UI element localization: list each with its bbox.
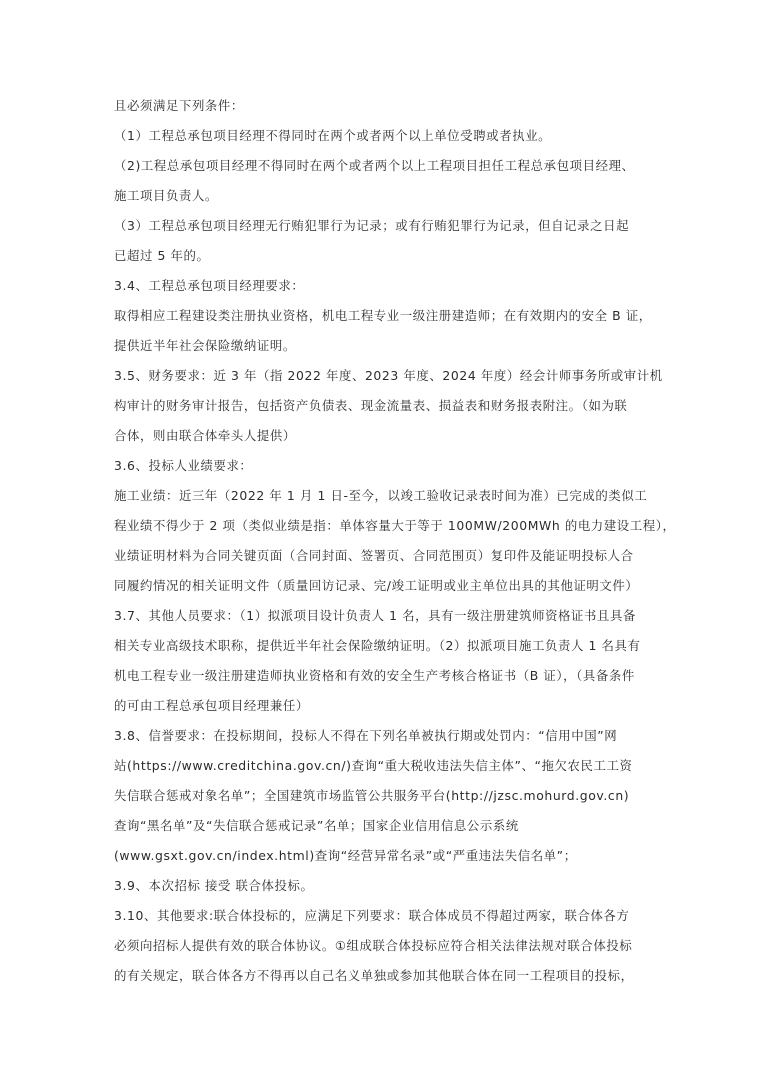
text-line: 同履约情况的相关证明文件（质量回访记录、完/竣工证明或业主单位出具的其他证明文件） bbox=[114, 578, 639, 593]
text-line: 失信联合惩戒对象名单”；全国建筑市场监管公共服务平台(http://jzsc.mohurd.gov.cn) bbox=[114, 788, 630, 803]
text-line: （3）工程总承包项目经理无行贿犯罪行为记录；或有行贿犯罪行为记录，但自记录之日起 bbox=[114, 218, 630, 233]
text-line: 3.5、财务要求：近 3 年（指 2022 年度、2023 年度、2024 年度）经会计师事务所或审计机 bbox=[114, 368, 663, 383]
text-line: 施工业绩：近三年（2022 年 1 月 1 日-至今，以竣工验收记录表时间为准）已完成的类似工 bbox=[114, 488, 648, 503]
text-line: （2)工程总承包项目经理不得同时在两个或者两个以上工程项目担任工程总承包项目经理、 bbox=[114, 158, 635, 173]
text-line: 3.10、其他要求:联合体投标的，应满足下列要求：联合体成员不得超过两家，联合体各方 bbox=[114, 908, 630, 923]
text-line: 已超过 5 年的。 bbox=[114, 248, 210, 263]
text-line: 站(https://www.creditchina.gov.cn/)查询“重大税收违法失信主体”、“拖欠农民工工资 bbox=[114, 758, 633, 773]
text-line: 施工项目负责人。 bbox=[114, 188, 218, 203]
text-line: (www.gsxt.gov.cn/index.html)查询“经营异常名录”或“严重违法失信名单”； bbox=[114, 848, 577, 863]
text-line: 构审计的财务审计报告，包括资产负债表、现金流量表、损益表和财务报表附注。（如为联 bbox=[114, 398, 628, 413]
section-heading: 3.6、投标人业绩要求： bbox=[114, 458, 253, 473]
text-line: 查询“黑名单”及“失信联合惩戒记录”名单；国家企业信用信息公示系统 bbox=[114, 818, 519, 833]
text-line: （1）工程总承包项目经理不得同时在两个或者两个以上单位受聘或者执业。 bbox=[114, 128, 552, 143]
text-line: 机电工程专业一级注册建造师执业资格和有效的安全生产考核合格证书（B 证），（具备条件 bbox=[114, 668, 635, 683]
text-line: 必须向招标人提供有效的联合体协议。①组成联合体投标应符合相关法律法规对联合体投标 bbox=[114, 938, 633, 953]
section-heading: 3.4、工程总承包项目经理要求： bbox=[114, 278, 305, 293]
text-line: 且必须满足下列条件： bbox=[114, 98, 244, 113]
text-line: 的有关规定，联合体各方不得再以自己名义单独或参加其他联合体在同一工程项目的投标， bbox=[114, 968, 634, 983]
text-line: 业绩证明材料为合同关键页面（合同封面、签署页、合同范围页）复印件及能证明投标人合 bbox=[114, 548, 634, 563]
section-heading: 3.9、本次招标 接受 联合体投标。 bbox=[114, 878, 314, 893]
text-line: 相关专业高级技术职称，提供近半年社会保险缴纳证明。（2）拟派项目施工负责人 1 名具有 bbox=[114, 638, 641, 653]
text-line: 程业绩不得少于 2 项（类似业绩是指：单体容量大于等于 100MW/200MWh 的电力建设工程）， bbox=[114, 518, 676, 533]
text-line: 取得相应工程建设类注册执业资格，机电工程专业一级注册建造师；在有效期内的安全 B 证， bbox=[114, 308, 652, 323]
text-line: 3.8、信誉要求：在投标期间，投标人不得在下列名单被执行期或处罚内：“信用中国”网 bbox=[114, 728, 618, 743]
text-line: 提供近半年社会保险缴纳证明。 bbox=[114, 338, 296, 353]
text-line: 3.7、其他人员要求：（1）拟派项目设计负责人 1 名，具有一级注册建筑师资格证书且具备 bbox=[114, 608, 637, 623]
text-line: 的可由工程总承包项目经理兼任） bbox=[114, 698, 309, 713]
text-line: 合体，则由联合体牵头人提供） bbox=[114, 428, 296, 443]
